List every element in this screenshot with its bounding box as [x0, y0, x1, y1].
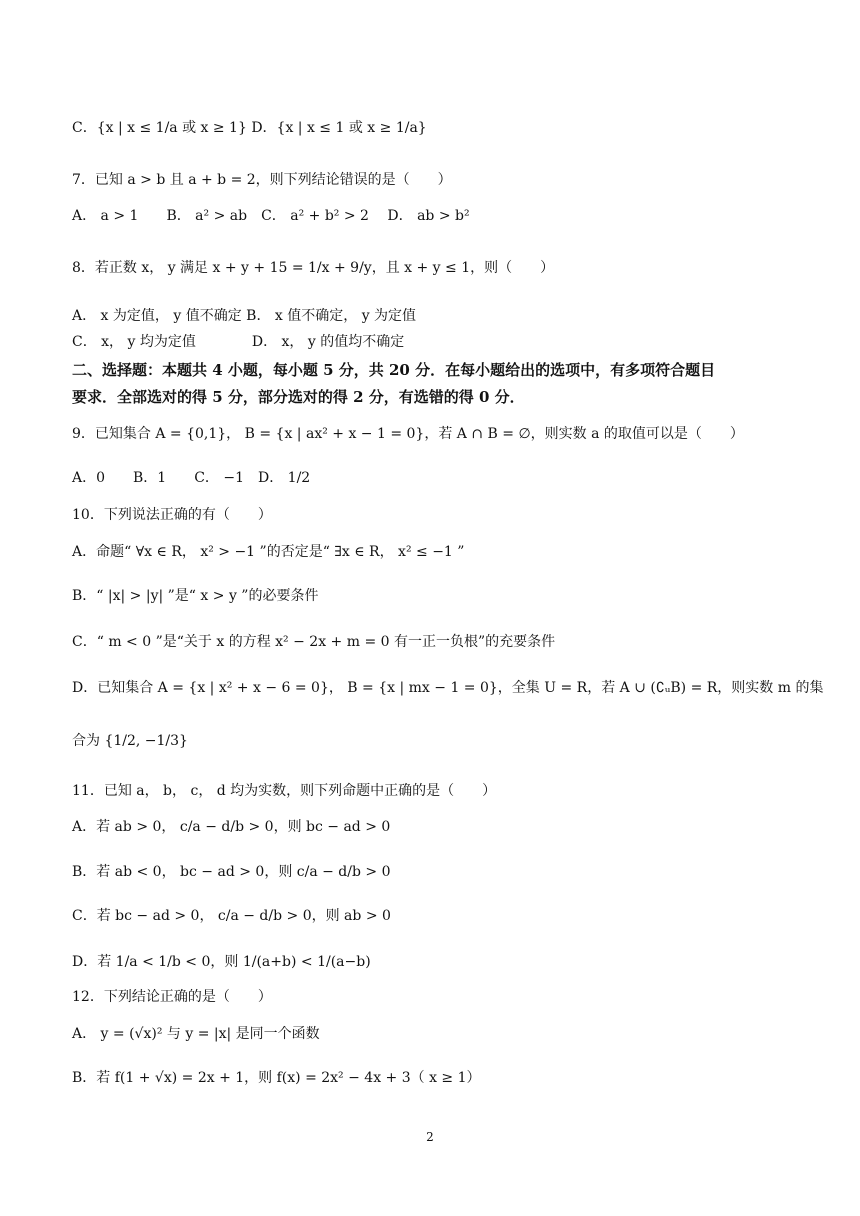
section2-heading-1: 二、选择题：本题共 4 小题，每小题 5 分，共 20 分．在每小题给出的选项中，有多项符合题目 [72, 361, 716, 379]
q11-option-d: D．若 1/a < 1/b < 0，则 1/(a+b) < 1/(a−b) [72, 954, 371, 970]
q6-option-c-d: C．{x | x ≤ 1/a 或 x ≥ 1} D．{x | x ≤ 1 或 x ≥ 1/a} [72, 120, 427, 136]
q10-option-a: A．命题“ ∀x ∈ R， x² > −1 ”的否定是“ ∃x ∈ R， x² ≤ −1 ” [72, 544, 465, 560]
q10-stem: 10．下列说法正确的有（ ） [72, 507, 272, 523]
page-number: 2 [426, 1130, 434, 1144]
q12-option-a: A． y = (√x)² 与 y = |x| 是同一个函数 [72, 1026, 320, 1042]
q7-options: A． a > 1 B． a² > ab C． a² + b² > 2 D． ab > b² [72, 208, 470, 224]
q10-option-d-line2: 合为 {1/2, −1/3} [72, 733, 188, 749]
q12-stem: 12．下列结论正确的是（ ） [72, 989, 272, 1005]
section2-heading-2: 要求．全部选对的得 5 分，部分选对的得 2 分，有选错的得 0 分． [72, 388, 525, 406]
q10-option-c: C．“ m < 0 ”是“关于 x 的方程 x² − 2x + m = 0 有一正一负根”的充要条件 [72, 634, 556, 650]
q7-stem: 7．已知 a > b 且 a + b = 2，则下列结论错误的是（ ） [72, 172, 452, 188]
q11-stem: 11．已知 a， b， c， d 均为实数，则下列命题中正确的是（ ） [72, 783, 497, 799]
q8-stem: 8．若正数 x， y 满足 x + y + 15 = 1/x + 9/y，且 x + y ≤ 1，则（ ） [72, 260, 555, 276]
q11-option-a: A．若 ab > 0， c/a − d/b > 0，则 bc − ad > 0 [72, 819, 391, 835]
q8-options-cd: C． x， y 均为定值 D． x， y 的值均不确定 [72, 334, 405, 350]
q11-option-b: B．若 ab < 0， bc − ad > 0，则 c/a − d/b > 0 [72, 864, 391, 880]
q10-option-b: B．“ |x| > |y| ”是“ x > y ”的必要条件 [72, 588, 319, 604]
q9-options: A．0 B．1 C． −1 D． 1/2 [72, 470, 311, 486]
q12-option-b: B．若 f(1 + √x) = 2x + 1，则 f(x) = 2x² − 4x + 3（ x ≥ 1） [72, 1070, 481, 1086]
q10-option-d-line1: D．已知集合 A = {x | x² + x − 6 = 0}， B = {x | mx − 1 = 0}，全集 U = R，若 A ∪ (∁ᵤB) = R，则实数 m 的集 [72, 680, 824, 696]
q9-stem: 9．已知集合 A = {0,1}， B = {x | ax² + x − 1 = 0}，若 A ∩ B = ∅，则实数 a 的取值可以是（ ） [72, 426, 744, 442]
q11-option-c: C．若 bc − ad > 0， c/a − d/b > 0，则 ab > 0 [72, 908, 391, 924]
q8-options-ab: A． x 为定值， y 值不确定 B． x 值不确定， y 为定值 [72, 308, 417, 324]
